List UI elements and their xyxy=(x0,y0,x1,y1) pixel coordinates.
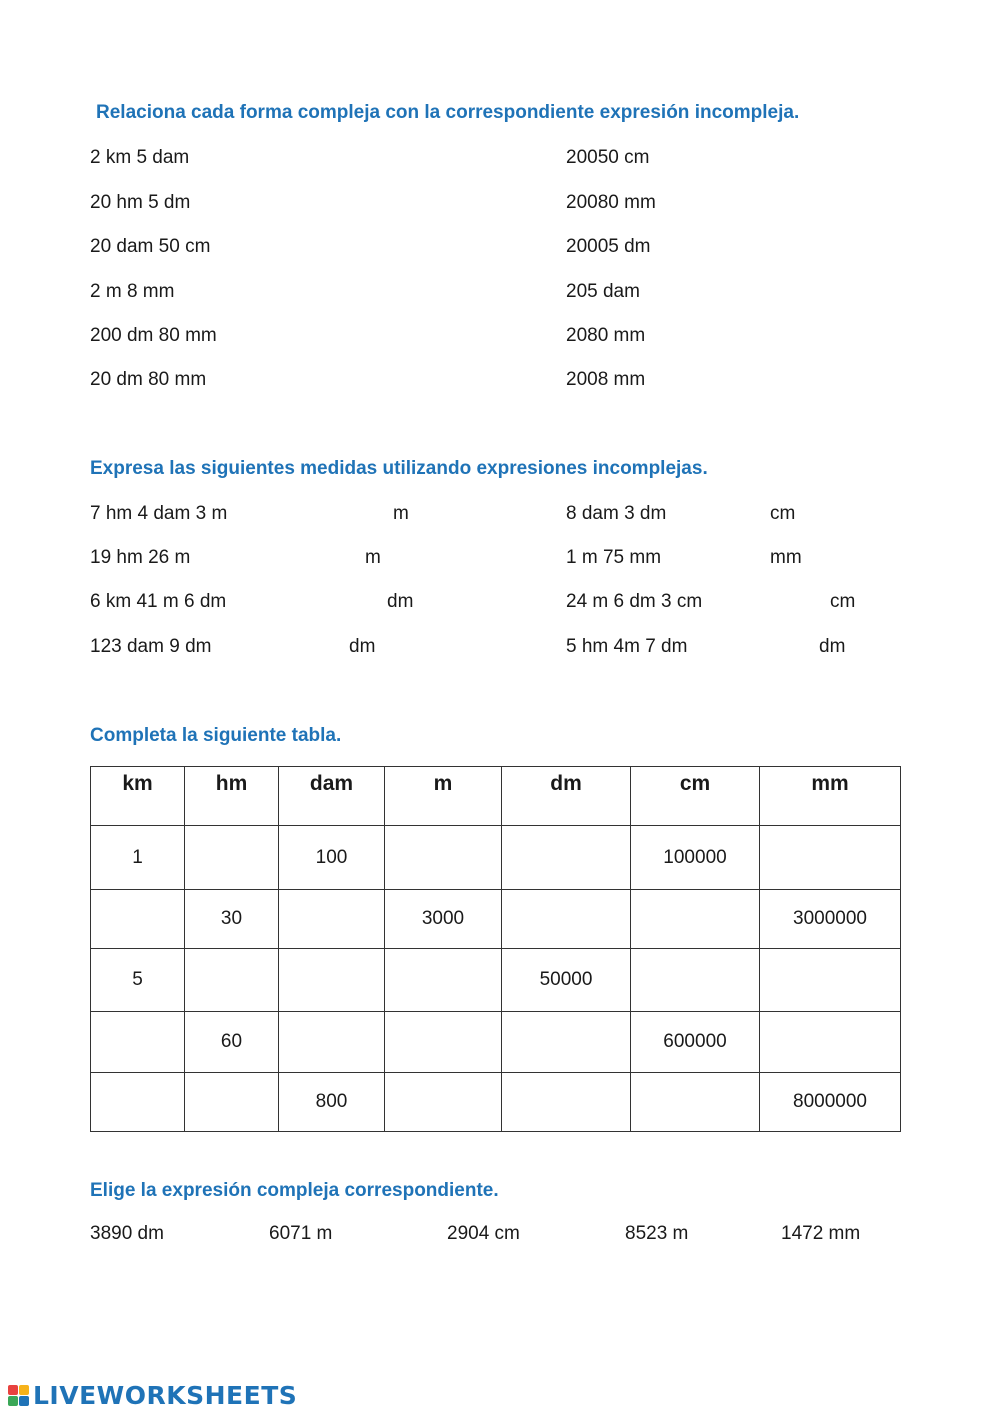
table-cell[interactable] xyxy=(502,1073,631,1132)
expression-unit: mm xyxy=(770,547,802,568)
match-left-item: 2 km 5 dam xyxy=(90,147,190,168)
table-cell[interactable]: 1 xyxy=(91,826,185,890)
table-header-row xyxy=(91,767,901,826)
table-cell[interactable] xyxy=(91,1012,185,1073)
table-header-cell: mm xyxy=(760,767,901,826)
table-cell[interactable]: 100 xyxy=(279,826,385,890)
table-row xyxy=(91,1012,901,1073)
match-left-item: 20 hm 5 dm xyxy=(90,192,191,213)
table-cell[interactable]: 50000 xyxy=(502,949,631,1012)
table-cell[interactable] xyxy=(631,1073,760,1132)
table-cell[interactable] xyxy=(760,949,901,1012)
table-cell[interactable] xyxy=(631,890,760,949)
table-cell[interactable] xyxy=(760,826,901,890)
match-left-item: 200 dm 80 mm xyxy=(90,325,217,346)
choice-item[interactable]: 6071 m xyxy=(269,1223,333,1244)
table-cell[interactable]: 60 xyxy=(185,1012,279,1073)
table-cell[interactable]: 30 xyxy=(185,890,279,949)
choice-item[interactable]: 3890 dm xyxy=(90,1223,164,1244)
expression-text: 6 km 41 m 6 dm xyxy=(90,591,227,612)
table-header-cell: hm xyxy=(185,767,279,826)
logo-block xyxy=(8,1396,18,1406)
choice-item[interactable]: 1472 mm xyxy=(781,1223,861,1244)
units-table xyxy=(90,766,901,1132)
expression-unit: dm xyxy=(349,636,376,657)
expression-unit: cm xyxy=(830,591,856,612)
expression-text: 123 dam 9 dm xyxy=(90,636,212,657)
table-header-cell: dm xyxy=(502,767,631,826)
liveworksheets-logo xyxy=(8,1380,297,1410)
table-header-cell: cm xyxy=(631,767,760,826)
match-right-item: 2080 mm xyxy=(566,325,646,346)
table-header-cell: km xyxy=(91,767,185,826)
match-right-item: 2008 mm xyxy=(566,369,646,390)
table-cell[interactable] xyxy=(185,826,279,890)
expression-unit: m xyxy=(393,503,409,524)
table-cell[interactable] xyxy=(385,1073,502,1132)
table-cell[interactable] xyxy=(279,949,385,1012)
table-cell[interactable]: 100000 xyxy=(631,826,760,890)
expression-text: 7 hm 4 dam 3 m xyxy=(90,503,228,524)
expression-unit: dm xyxy=(387,591,414,612)
table-cell[interactable] xyxy=(385,1012,502,1073)
table-cell[interactable] xyxy=(760,1012,901,1073)
table-row xyxy=(91,890,901,949)
table-row xyxy=(91,949,901,1012)
expression-unit: cm xyxy=(770,503,796,524)
match-right-item: 20050 cm xyxy=(566,147,650,168)
table-cell[interactable] xyxy=(385,949,502,1012)
section1-title: Relaciona cada forma compleja con la correspondiente expresión incompleja. xyxy=(96,102,800,123)
logo-text: LIVEWORKSHEETS xyxy=(33,1380,298,1410)
table-cell[interactable]: 3000 xyxy=(385,890,502,949)
match-right-item: 205 dam xyxy=(566,281,640,302)
expression-text: 5 hm 4m 7 dm xyxy=(566,636,688,657)
table-cell[interactable]: 3000000 xyxy=(760,890,901,949)
table-cell[interactable] xyxy=(185,949,279,1012)
table-row xyxy=(91,1073,901,1132)
table-header-cell: m xyxy=(385,767,502,826)
table-cell[interactable] xyxy=(631,949,760,1012)
table-cell[interactable] xyxy=(502,1012,631,1073)
logo-blocks-icon xyxy=(8,1385,29,1406)
logo-block xyxy=(19,1396,29,1406)
choice-item[interactable]: 2904 cm xyxy=(447,1223,520,1244)
expression-text: 1 m 75 mm xyxy=(566,547,662,568)
match-right-item: 20005 dm xyxy=(566,236,651,257)
section3-title: Completa la siguiente tabla. xyxy=(90,725,342,746)
table-cell[interactable]: 600000 xyxy=(631,1012,760,1073)
table-cell[interactable] xyxy=(185,1073,279,1132)
table-cell[interactable] xyxy=(279,890,385,949)
table-header-cell: dam xyxy=(279,767,385,826)
section4-title: Elige la expresión compleja correspondiente. xyxy=(90,1180,499,1201)
table-cell[interactable]: 800 xyxy=(279,1073,385,1132)
match-left-item: 20 dam 50 cm xyxy=(90,236,211,257)
expression-unit: m xyxy=(365,547,381,568)
match-right-item: 20080 mm xyxy=(566,192,656,213)
expression-text: 8 dam 3 dm xyxy=(566,503,667,524)
expression-text: 19 hm 26 m xyxy=(90,547,191,568)
table-cell[interactable]: 5 xyxy=(91,949,185,1012)
table-cell[interactable] xyxy=(91,890,185,949)
table-cell[interactable]: 8000000 xyxy=(760,1073,901,1132)
table-cell[interactable] xyxy=(279,1012,385,1073)
table-cell[interactable] xyxy=(91,1073,185,1132)
table-cell[interactable] xyxy=(502,826,631,890)
logo-block xyxy=(19,1385,29,1395)
match-left-item: 2 m 8 mm xyxy=(90,281,175,302)
choice-item[interactable]: 8523 m xyxy=(625,1223,689,1244)
logo-block xyxy=(8,1385,18,1395)
section2-title: Expresa las siguientes medidas utilizando expresiones incomplejas. xyxy=(90,458,708,479)
match-left-item: 20 dm 80 mm xyxy=(90,369,207,390)
expression-text: 24 m 6 dm 3 cm xyxy=(566,591,703,612)
table-cell[interactable] xyxy=(385,826,502,890)
expression-unit: dm xyxy=(819,636,846,657)
table-cell[interactable] xyxy=(502,890,631,949)
table-row xyxy=(91,826,901,890)
